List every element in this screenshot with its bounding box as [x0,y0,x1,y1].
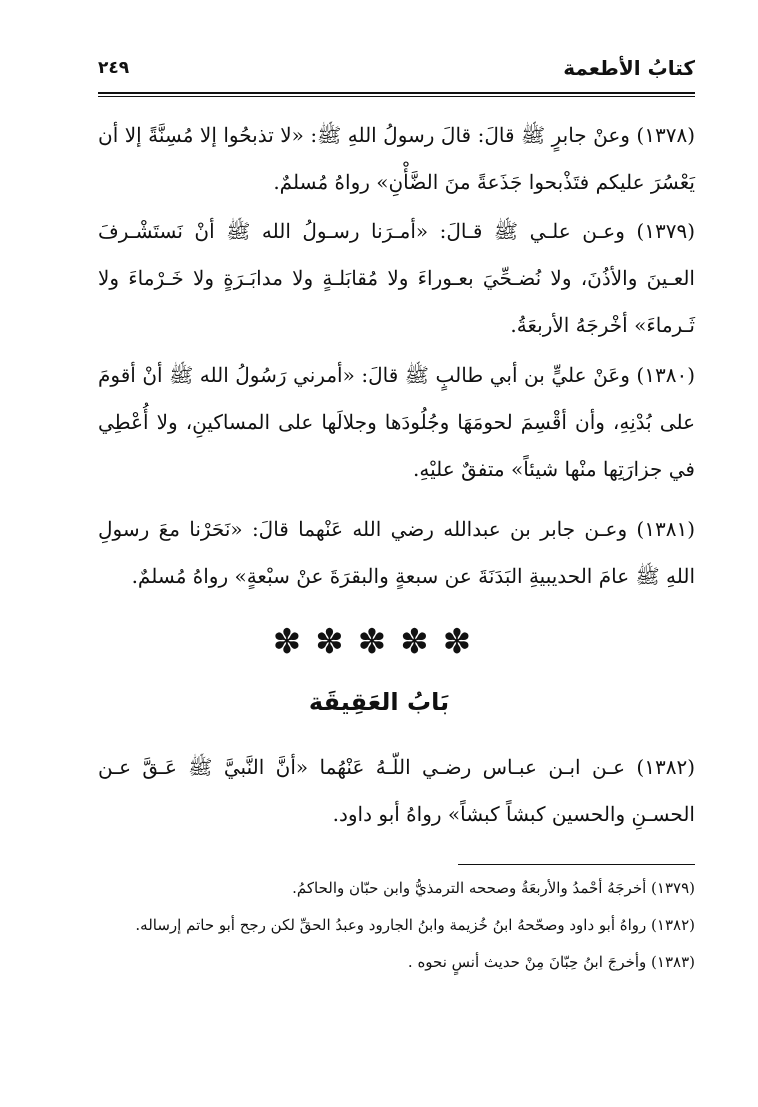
header-divider [98,92,695,94]
page-number: ٢٤٩ [98,58,130,78]
hadith-block-1381 [98,506,695,600]
chapter-heading: بَابُ العَقِيقَة [308,688,450,716]
hadith-paragraph: (١٣٧٨) وعنْ جابرٍ ﷺ قالَ: قالَ رسولُ اللهِ ﷺ: «لا تذبحُوا إلا مُسِنَّةً إلا أن يَعْسُرَ عليكم فتَذْبحوا جَذَعةً منَ الضَّأْنِ» رواهُ مُسلمٌ. [98,123,695,194]
hadith-block-1380 [98,352,695,493]
hadith-paragraph: (١٣٧٩) وعـن علـي ﷺ قـالَ: «أمـرَنا رسـولُ الله ﷺ أنْ نَستَشْـرفَ العـينَ والأذُنَ، ولا نُضـحِّيَ بعـوراءَ ولا مُقابَلـةٍ ولا مدابَـرَةٍ ولا خَـرْماءَ ولا ثَـرماءَ» أخْرجَهُ الأربعَةُ. [98,219,695,337]
footnote-divider [458,864,695,865]
hadith-paragraph: (١٣٨٢) عـن ابـن عبـاس رضـي اللّـهُ عَنْهُما «أنَّ النَّبيَّ ﷺ عَـقَّ عـن الحسـنِ والحسين كبشاً كبشاً» رواهُ أبو داود. [98,755,695,826]
section-separator: ✽✽✽✽✽ [272,622,486,662]
header-divider-thin [98,96,695,97]
footnote: (١٣٧٩) أخرجَهُ أحْمدُ والأربعَةُ وصححه الترمذيُّ وابن حبّان والحاكمُ. [292,879,695,897]
running-header [98,52,695,88]
footnote: (١٣٨٢) رواهُ أبو داود وصحّحهُ ابنُ خُزيمة وابنُ الجارود وعبدُ الحقِّ لكن رجح أبو حاتم إرساله. [135,916,695,934]
hadith-block-1378 [98,112,695,206]
hadith-block-1382 [98,744,695,838]
hadith-paragraph: (١٣٨١) وعـن جابر بن عبدالله رضي الله عَنْهما قالَ: «نَحَرْنا معَ رسولِ اللهِ ﷺ عامَ الحديبيةِ البَدَنَةَ عن سبعةٍ والبقرَةَ عنْ سبْعةٍ» رواهُ مُسلمٌ. [98,517,695,588]
book-chapter-title: كتابُ الأطعمة [563,56,695,80]
footnotes [98,870,695,981]
hadith-paragraph: (١٣٨٠) وعَنْ عليٍّ بن أبي طالبٍ ﷺ قالَ: «أمرني رَسُولُ الله ﷺ أنْ أقومَ على بُدْنِهِ، وأن أقْسِمَ لحومَهَا وجُلُودَها وجلالَها على المساكينِ، ولا أُعْطِي في جزارَتِها منْها شيئاً» متفقٌ عليْهِ. [98,363,695,481]
hadith-block-1379 [98,208,695,349]
footnote: (١٣٨٣) وأخرجَ ابنُ حِبّانَ مِنْ حديث أنسٍ نحوه . [407,953,695,971]
